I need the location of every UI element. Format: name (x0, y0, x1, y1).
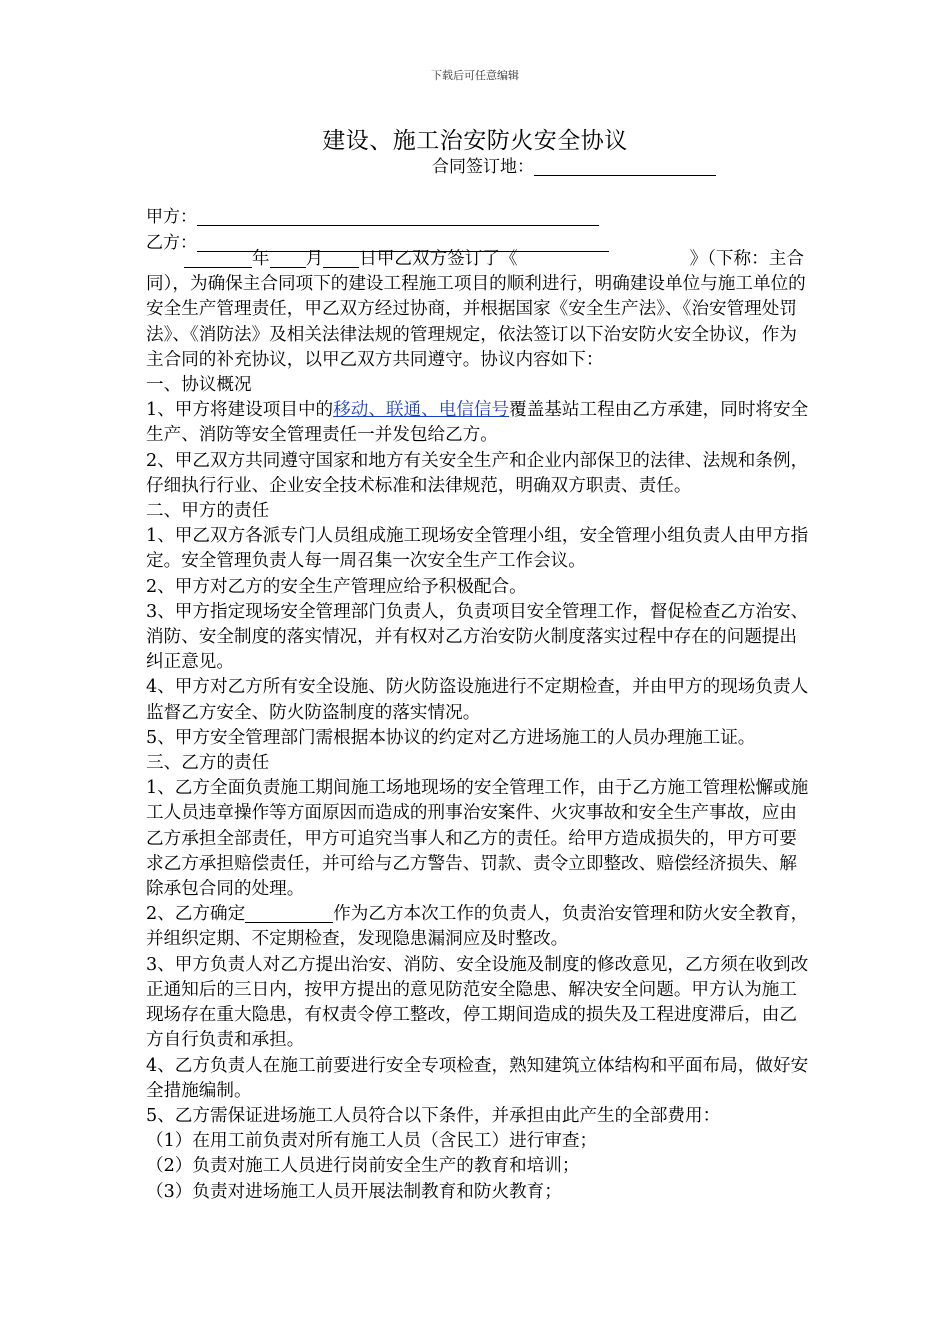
contract-place-label: 合同签订地： (432, 157, 534, 177)
section1-item1-post: 覆盖基站工程由乙方承建，同时将安全生产、消防等安全管理责任一并发包给乙方。 (146, 400, 809, 446)
day-blank[interactable] (323, 250, 359, 268)
party-a-label: 甲方： (146, 207, 197, 227)
party-b-label: 乙方： (146, 233, 197, 253)
agreement-body (146, 247, 814, 1205)
contract-place-blank[interactable] (534, 158, 716, 176)
section1-item1-pre: 1、甲方将建设项目中的 (146, 400, 334, 421)
intro-day-text: 日甲乙双方签订了《 (359, 249, 518, 269)
section2-item: 5、甲方安全管理部门需根据本协议的约定对乙方进场施工的人员办理施工证。 (146, 727, 756, 748)
condition-item: （1）在用工前负责对所有施工人员（含民工）进行审查； (146, 1131, 598, 1152)
section1-heading: 一、协议概况 (146, 375, 252, 396)
section3-item5: 5、乙方需保证进场施工人员符合以下条件，并承担由此产生的全部费用： (146, 1105, 721, 1126)
section3-item2 (146, 902, 814, 952)
party-a-blank[interactable] (197, 208, 599, 226)
year-blank[interactable] (184, 250, 252, 268)
intro-close-quote: 》（下称： (689, 249, 769, 269)
section2-item: 2、甲方对乙方的安全生产管理应给予积极配合。 (146, 576, 527, 597)
responsible-person-blank[interactable] (245, 905, 333, 923)
condition-item: （2）负责对施工人员进行岗前安全生产的教育和培训； (146, 1156, 580, 1177)
section3-item4: 4、乙方负责人在施工前要进行安全专项检查，熟知建筑立体结构和平面布局，做好安全措施编制。 (146, 1055, 809, 1101)
document-title: 建设、施工治安防火安全协议 (322, 128, 628, 154)
contract-place-row (432, 152, 716, 177)
section3-item2-post: 作为乙方本次工作的负责人，负责治安管理和防火安全教育，并组织定期、不定期检查，发现隐患漏洞应及时整改。 (146, 904, 809, 950)
header-note: 下载后可任意编辑 (431, 69, 519, 82)
party-a-row (146, 202, 599, 227)
section3-item1: 1、乙方全面负责施工期间施工场地现场的安全管理工作，由于乙方施工管理松懈或施工人员违章操作等方面原因而造成的刑事治安案件、火灾事故和安全生产事故，应由乙方承担全部责任，甲方可追究当事人和乙方的责任。给甲方造成损失的，甲方可要求乙方承担赔偿责任，并可给与乙方警告、罚款、责令立即整改、赔偿经济损失、解除承包合同的处理。 (146, 778, 809, 900)
year-label: 年 (252, 249, 270, 269)
month-label: 月 (305, 249, 324, 269)
condition-item: （3）负责对进场施工人员开展法制教育和防火教育； (146, 1181, 562, 1202)
section2-item: 4、甲方对乙方所有安全设施、防火防盗设施进行不定期检查，并由甲方的现场负责人监督乙方安全、防火防盗制度的落实情况。 (146, 677, 809, 723)
section3-item2-pre: 2、乙方确定 (146, 904, 246, 925)
section2-item: 1、甲乙双方各派专门人员组成施工现场安全管理小组，安全管理小组负责人由甲方指定。安全管理负责人每一周召集一次安全生产工作会议。 (146, 526, 809, 572)
month-blank[interactable] (270, 250, 306, 268)
section2-heading: 二、甲方的责任 (146, 501, 270, 522)
section1-item1 (146, 398, 814, 448)
section3-heading: 三、乙方的责任 (146, 753, 270, 774)
section1-item2: 2、甲乙双方共同遵守国家和地方有关安全生产和企业内部保卫的法律、法规和条例，仔细执行行业、企业安全技术标准和法律规范，明确双方职责、责任。 (146, 450, 809, 496)
section2-item: 3、甲方指定现场安全管理部门负责人，负责项目安全管理工作，督促检查乙方治安、消防、安全制度的落实情况，并有权对乙方治安防火制度落实过程中存在的问题提出纠正意见。 (146, 601, 809, 673)
signal-coverage-link[interactable]: 移动、联通、电信信号 (333, 400, 510, 421)
section3-item3: 3、甲方负责人对乙方提出治安、消防、安全设施及制度的修改意见，乙方须在收到改正通知后的三日内，按甲方提出的意见防范安全隐患、解决安全问题。甲方认为施工现场存在重大隐患，有权责令停工整改，停工期间造成的损失及工程进度滞后，由乙方自行负责和承担。 (146, 954, 809, 1051)
intro-paragraph (146, 247, 814, 373)
intro-rest: 主合同），为确保主合同项下的建设工程施工项目的顺利进行，明确建设单位与施工单位的安全生产管理责任，甲乙双方经过协商，并根据国家《安全生产法》、《治安管理处罚法》、《消防法》及相关法律法规的管理规定，依法签订以下治安防火安全协议，作为主合同的补充协议，以甲乙双方共同遵守。协议内容如下： (146, 249, 806, 370)
